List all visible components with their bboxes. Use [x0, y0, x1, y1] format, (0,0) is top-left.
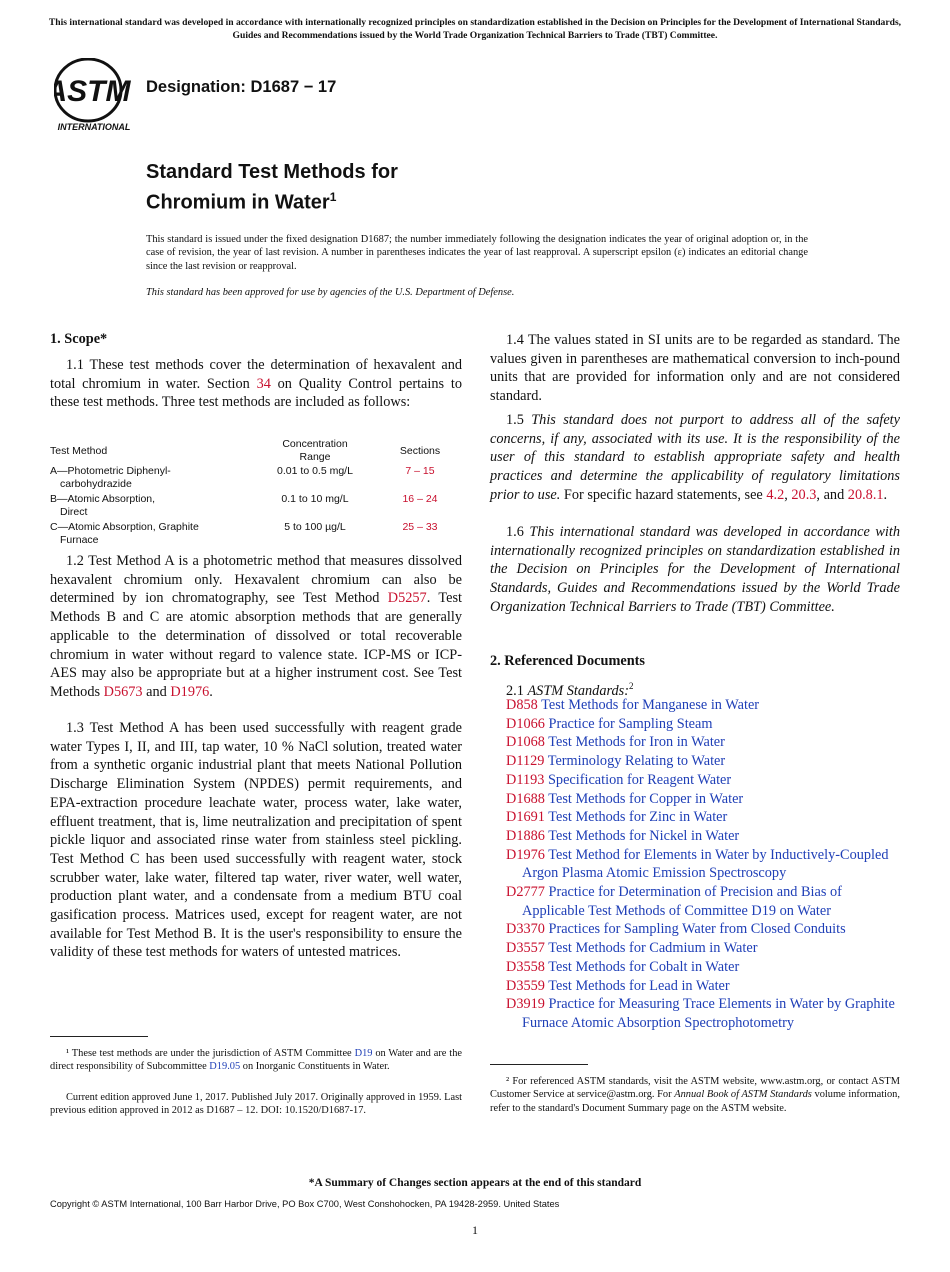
reference-item[interactable] [506, 808, 900, 827]
reference-code[interactable]: D1688 [506, 790, 545, 807]
reference-code[interactable]: D858 [506, 697, 538, 713]
reference-code[interactable]: D1066 [506, 715, 545, 732]
reference-item[interactable] [506, 920, 900, 939]
summary-of-changes-note: *A Summary of Changes section appears at the end of this standard [308, 1177, 642, 1189]
scope-1-4: 1.4 The values stated in SI units are to be regarded as standard. The values given in parentheses are mathematical conversion to inch-pound units that are provided for information only and are not considered standard. [490, 332, 900, 405]
link-d1976[interactable]: D1976 [170, 683, 210, 700]
reference-code[interactable]: D1976 [506, 846, 545, 863]
reference-title[interactable]: Practice for Sampling Steam [548, 715, 713, 732]
scope-1-2: 1.2 Test Method A is a photometric method that measures dissolved hexavalent chromium only. Hexavalent chromium can also be determined by ion chromatography, see Test Method D5257. Test Methods B and C are atomic absorption methods that are generally applicable to the determination of dissolved or total recoverable chromium in water without regard to valence state. ICP-MS or ICP-AES may also be appropriate but at a higher instrument cost. See Test Methods D5673 and D1976. [50, 553, 462, 700]
scope-1-1: 1.1 These test methods cover the determination of hexavalent and total chromium in water. Section 34 on Quality Control pertains to these test methods. Three test methods are included as follows: [50, 357, 462, 411]
footnote-1-approval: Current edition approved June 1, 2017. Published July 2017. Originally approved in 1959. Last previous edition approved in 2012 as D1687 – 12. DOI: 10.1520/D1687-17. [50, 1092, 462, 1117]
footnote-1: ¹ These test methods are under the jurisdiction of ASTM Committee D19 on Water and are the direct responsibility of Subcommittee D19.05 on Inorganic Constituents in Water. [50, 1048, 462, 1073]
sections-link[interactable]: 25 – 33 [402, 521, 438, 533]
reference-code[interactable]: D3559 [506, 977, 545, 994]
reference-code[interactable]: D3557 [506, 940, 545, 957]
dod-note: This standard has been approved for use by agencies of the U.S. Department of Defense. [146, 287, 515, 298]
link-20-3[interactable]: 20.3 [791, 486, 817, 503]
reference-item[interactable] [506, 958, 900, 977]
link-4-2[interactable]: 4.2 [766, 486, 785, 503]
scope-heading: 1. Scope* [50, 331, 108, 347]
reference-code[interactable]: D1691 [506, 809, 545, 826]
reference-item[interactable] [506, 733, 900, 752]
reference-title[interactable]: Test Methods for Zinc in Water [548, 809, 728, 826]
reference-title[interactable]: Practice for Determination of Precision and Bias of Applicable Test Methods of Committee D19 on Water [522, 884, 842, 919]
reference-item[interactable] [506, 827, 900, 846]
issue-note: This standard is issued under the fixed designation D1687; the number immediately following the designation indicates the year of original adoption or, in the case of revision, the year of last revision. A number in parentheses indicates the year of last reapproval. A superscript epsilon (ε) indicates an editorial change since the last revision or reapproval. [146, 234, 808, 272]
reference-title[interactable]: Test Methods for Manganese in Water [541, 697, 760, 713]
reference-item[interactable] [506, 696, 900, 715]
table-row: A—Photometric Diphenyl- carbohydrazide 0.01 to 0.5 mg/L 7 – 15 [50, 465, 462, 493]
section-link-34[interactable]: 34 [256, 375, 271, 392]
astm-logo [54, 58, 134, 132]
reference-code[interactable]: D1068 [506, 734, 545, 751]
reference-code[interactable]: D1193 [506, 771, 545, 788]
reference-title[interactable]: Practice for Measuring Trace Elements in Water by Graphite Furnace Atomic Absorption Spectrophotometry [522, 996, 895, 1031]
link-d5673[interactable]: D5673 [103, 683, 143, 700]
scope-1-6: 1.6 This international standard was developed in accordance with internationally recognized principles on standardization established in the Decision on Principles for the Development of International Standards, Guides and Recommendations issued by the World Trade Organization Technical Barriers to Trade (TBT) Committee. [490, 524, 900, 615]
col-header-method: Test Method [50, 445, 108, 457]
reference-code[interactable]: D3370 [506, 921, 545, 938]
reference-code[interactable]: D3919 [506, 996, 545, 1013]
top-notice: This international standard was developed in accordance with internationally recognized principles on standardization established in the Decision on Principles for the Development of International Standards, Guides and Recommendations issued by the World Trade Organization Technical Barriers to Trade (TBT) Committee. [48, 17, 902, 41]
scope-1-5: 1.5 This standard does not purport to address all of the safety concerns, if any, associated with its use. It is the responsibility of the user of this standard to establish appropriate safety and health practices and determine the applicability of regulatory limitations prior to use. For specific hazard statements, see 4.2, 20.3, and 20.8.1. [490, 412, 900, 503]
logo-subtitle: INTERNATIONAL [57, 122, 131, 132]
reference-item[interactable] [506, 846, 900, 883]
references-heading: 2. Referenced Documents [490, 653, 645, 669]
reference-item[interactable] [506, 771, 900, 790]
reference-title[interactable]: Test Methods for Lead in Water [548, 977, 730, 994]
reference-title[interactable]: Test Methods for Copper in Water [548, 790, 744, 807]
reference-code[interactable]: D1886 [506, 827, 545, 844]
reference-title[interactable]: Test Methods for Cobalt in Water [548, 958, 740, 975]
referenced-documents-list [506, 696, 900, 1033]
reference-title[interactable]: Terminology Relating to Water [547, 753, 726, 770]
reference-item[interactable] [506, 715, 900, 734]
title-footnote-mark: 1 [329, 190, 337, 204]
reference-item[interactable] [506, 790, 900, 809]
col-header-sections: Sections [399, 445, 441, 457]
reference-item[interactable] [506, 977, 900, 996]
footnote-divider-2 [490, 1064, 588, 1065]
reference-title[interactable]: Specification for Reagent Water [547, 771, 732, 788]
methods-table [50, 437, 462, 549]
reference-title[interactable]: Test Methods for Iron in Water [548, 734, 725, 751]
reference-title[interactable]: Practices for Sampling Water from Closed Conduits [548, 921, 846, 938]
title-line-1: Standard Test Methods for [146, 161, 398, 183]
scope-1-3: 1.3 Test Method A has been used successfully with reagent grade water Types I, II, and III, tap water, 10 % NaCl solution, treated water from a synthetic organic industrial plant that meets National Pollution Discharge Elimination System (NPDES) permit requirements, and EPA-extraction procedure leachate water, process water, lake water, effluent treatment, that is, lime neutralization and precipitation of spent pickle liquor and associated rinse water from stainless steel pickling. Test Method C has been used successfully with reagent water, stock scrubber water, lake water, filtered tap water, river water, well water, production plant water, and a condensate from a medium BTU coal gasification process. Matrices used, except for reagent water, are not available for Test Method B. It is the user's responsibility to ensure the validity of these test methods for waters of untested matrices. [50, 720, 462, 961]
reference-code[interactable]: D2777 [506, 884, 545, 901]
footnote-2: ² For referenced ASTM standards, visit the ASTM website, www.astm.org, or contact ASTM Customer Service at service@astm.org. For Annual Book of ASTM Standards volume information, refer to the standard's Document Summary page on the ASTM website. [490, 1076, 900, 1114]
table-row: B—Atomic Absorption, Direct 0.1 to 10 mg/L 16 – 24 [50, 493, 462, 521]
link-d19-05[interactable]: D19.05 [209, 1061, 241, 1073]
reference-item[interactable] [506, 939, 900, 958]
page-number: 1 [472, 1223, 478, 1237]
link-d5257[interactable]: D5257 [387, 590, 427, 607]
sections-link[interactable]: 7 – 15 [405, 465, 435, 477]
reference-title[interactable]: Test Methods for Cadmium in Water [548, 940, 758, 957]
document-title [146, 160, 398, 216]
link-d19[interactable]: D19 [354, 1048, 373, 1059]
col-header-range: Concentration Range [282, 438, 348, 464]
copyright: Copyright © ASTM International, 100 Barr Harbor Drive, PO Box C700, West Conshohocken, PA 19428-2959. United States [50, 1199, 560, 1209]
reference-code[interactable]: D3558 [506, 958, 545, 975]
footnote-divider [50, 1036, 148, 1037]
table-row: C—Atomic Absorption, Graphite Furnace 5 to 100 µg/L 25 – 33 [50, 521, 462, 549]
reference-item[interactable] [506, 995, 900, 1032]
reference-item[interactable] [506, 883, 900, 920]
title-line-2: Chromium in Water [146, 191, 330, 214]
designation: Designation: D1687 − 17 [146, 78, 337, 96]
logo-mark-text: ASTM [54, 75, 131, 108]
reference-title[interactable]: Test Methods for Nickel in Water [548, 827, 740, 844]
reference-item[interactable] [506, 752, 900, 771]
astm-standards-label: 2.1 ASTM Standards:$^2$ [506, 681, 634, 699]
table-header-row [50, 437, 462, 465]
reference-title[interactable]: Test Method for Elements in Water by Inductively-Coupled Argon Plasma Atomic Emission Spectroscopy [522, 846, 889, 882]
reference-code[interactable]: D1129 [506, 753, 545, 770]
link-20-8-1[interactable]: 20.8.1 [847, 486, 884, 503]
sections-link[interactable]: 16 – 24 [402, 493, 438, 505]
